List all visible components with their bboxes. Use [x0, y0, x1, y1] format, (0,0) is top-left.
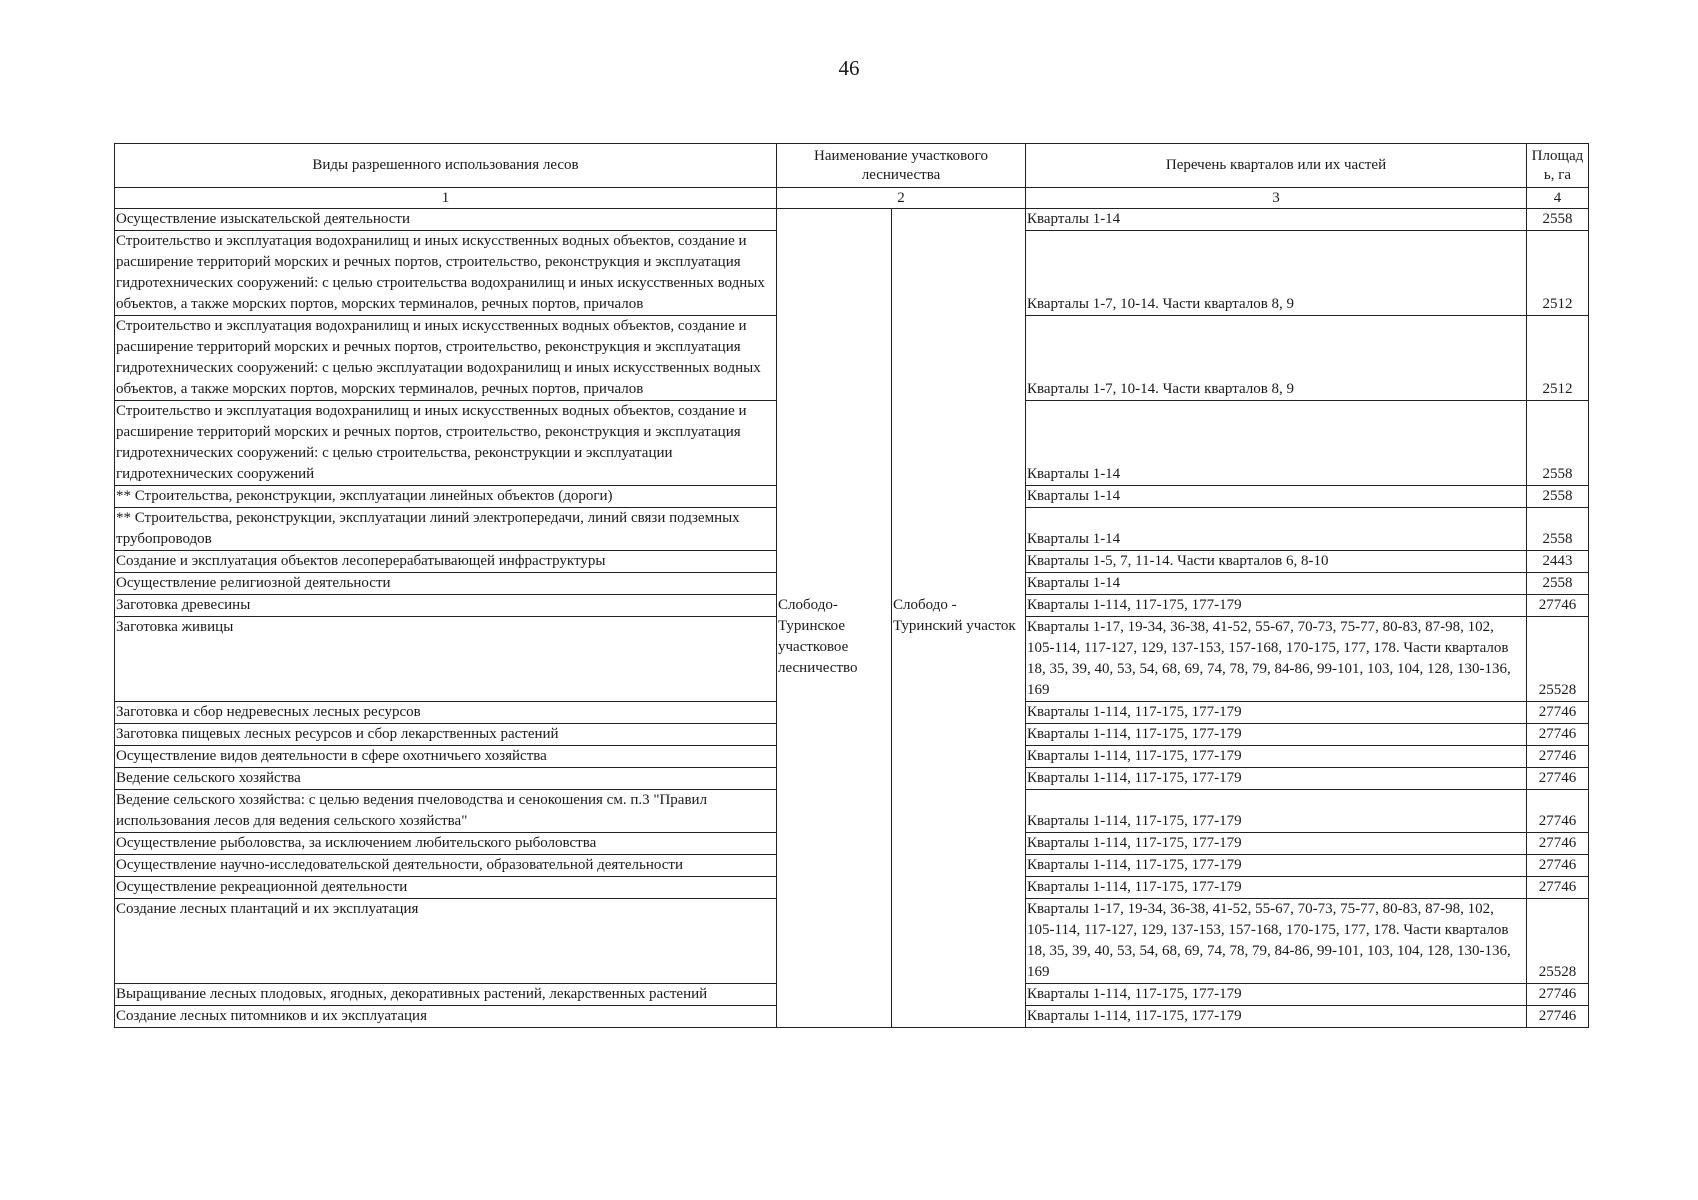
use-type-cell: ** Строительства, реконструкции, эксплуатации линейных объектов (дороги)	[115, 486, 777, 508]
use-type-cell: Создание лесных плантаций и их эксплуатация	[115, 899, 777, 984]
use-type-cell: Строительство и эксплуатация водохранилищ и иных искусственных водных объектов, создание и расширение территорий морских и речных портов, строительство, реконструкция и эксплуатация гидротехнических сооружений: с целью строительства водохранилищ и иных искусственных водных объектов, а также морских портов, морских терминалов, речных портов, причалов	[115, 231, 777, 316]
area-cell: 2512	[1527, 231, 1589, 316]
use-type-cell: Осуществление изыскательской деятельности	[115, 209, 777, 231]
area-cell: 2558	[1527, 573, 1589, 595]
column-number: 4	[1527, 188, 1589, 209]
use-type-cell: Осуществление научно-исследовательской деятельности, образовательной деятельности	[115, 855, 777, 877]
quarters-cell: Кварталы 1-7, 10-14. Части кварталов 8, 9	[1026, 316, 1527, 401]
column-number: 3	[1026, 188, 1527, 209]
quarters-cell: Кварталы 1-114, 117-175, 177-179	[1026, 833, 1527, 855]
area-cell: 2558	[1527, 486, 1589, 508]
area-cell: 2558	[1527, 508, 1589, 551]
use-type-cell: Выращивание лесных плодовых, ягодных, декоративных растений, лекарственных растений	[115, 984, 777, 1006]
area-cell: 27746	[1527, 595, 1589, 617]
quarters-cell: Кварталы 1-114, 117-175, 177-179	[1026, 1006, 1527, 1028]
area-cell: 27746	[1527, 1006, 1589, 1028]
use-type-cell: Ведение сельского хозяйства	[115, 768, 777, 790]
area-cell: 2558	[1527, 401, 1589, 486]
area-cell: 27746	[1527, 746, 1589, 768]
quarters-cell: Кварталы 1-7, 10-14. Части кварталов 8, 9	[1026, 231, 1527, 316]
use-type-cell: Строительство и эксплуатация водохранилищ и иных искусственных водных объектов, создание и расширение территорий морских и речных портов, строительство, реконструкция и эксплуатация гидротехнических сооружений: с целью эксплуатации водохранилищ и иных искусственных водных объектов, а также морских портов, морских терминалов, речных портов, причалов	[115, 316, 777, 401]
use-type-cell: Создание и эксплуатация объектов лесоперерабатывающей инфраструктуры	[115, 551, 777, 573]
use-type-cell: Заготовка пищевых лесных ресурсов и сбор лекарственных растений	[115, 724, 777, 746]
use-type-cell: Строительство и эксплуатация водохранилищ и иных искусственных водных объектов, создание и расширение территорий морских и речных портов, строительство, реконструкция и эксплуатация гидротехнических сооружений: с целью строительства, реконструкции и эксплуатации гидротехнических сооружений	[115, 401, 777, 486]
area-cell: 27746	[1527, 790, 1589, 833]
use-type-cell: Осуществление рекреационной деятельности	[115, 877, 777, 899]
header-area: Площад ь, га	[1527, 144, 1589, 188]
use-type-cell: Осуществление видов деятельности в сфере охотничьего хозяйства	[115, 746, 777, 768]
header-use-types: Виды разрешенного использования лесов	[115, 144, 777, 188]
quarters-cell: Кварталы 1-114, 117-175, 177-179	[1026, 595, 1527, 617]
header-forestry-name: Наименование участкового лесничества	[777, 144, 1026, 188]
quarters-cell: Кварталы 1-17, 19-34, 36-38, 41-52, 55-67, 70-73, 75-77, 80-83, 87-98, 102, 105-114, 117-127, 129, 137-153, 157-168, 170-175, 177, 178. Части кварталов 18, 35, 39, 40, 53, 54, 68, 69, 74, 78, 79, 84-86, 99-101, 103, 104, 128, 130-136, 169	[1026, 617, 1527, 702]
column-number-row	[115, 188, 1589, 209]
quarters-cell: Кварталы 1-114, 117-175, 177-179	[1026, 984, 1527, 1006]
area-cell: 2558	[1527, 209, 1589, 231]
use-type-cell: Заготовка живицы	[115, 617, 777, 702]
use-type-cell: Заготовка и сбор недревесных лесных ресурсов	[115, 702, 777, 724]
area-cell: 25528	[1527, 617, 1589, 702]
column-number: 1	[115, 188, 777, 209]
forest-use-table	[114, 143, 1589, 1028]
use-type-cell: Осуществление религиозной деятельности	[115, 573, 777, 595]
quarters-cell: Кварталы 1-14	[1026, 401, 1527, 486]
header-row	[115, 144, 1589, 188]
area-cell: 27746	[1527, 855, 1589, 877]
use-type-cell: Создание лесных питомников и их эксплуатация	[115, 1006, 777, 1028]
quarters-cell: Кварталы 1-114, 117-175, 177-179	[1026, 746, 1527, 768]
forestry-section-blank	[892, 209, 1026, 595]
quarters-cell: Кварталы 1-14	[1026, 486, 1527, 508]
header-quarters: Перечень кварталов или их частей	[1026, 144, 1527, 188]
area-cell: 27746	[1527, 984, 1589, 1006]
page-number: 46	[838, 56, 860, 80]
area-cell: 27746	[1527, 768, 1589, 790]
use-type-cell: Осуществление рыболовства, за исключением любительского рыболовства	[115, 833, 777, 855]
quarters-cell: Кварталы 1-114, 117-175, 177-179	[1026, 768, 1527, 790]
table-row	[115, 595, 1589, 617]
area-cell: 2443	[1527, 551, 1589, 573]
quarters-cell: Кварталы 1-14	[1026, 209, 1527, 231]
column-number: 2	[777, 188, 1026, 209]
quarters-cell: Кварталы 1-114, 117-175, 177-179	[1026, 790, 1527, 833]
table-row	[115, 209, 1589, 231]
quarters-cell: Кварталы 1-114, 117-175, 177-179	[1026, 877, 1527, 899]
area-cell: 27746	[1527, 724, 1589, 746]
forestry-district-cell: Слободо-Туринское участковое лесничество	[777, 595, 892, 1028]
use-type-cell: ** Строительства, реконструкции, эксплуатации линий электропередачи, линий связи подземных трубопроводов	[115, 508, 777, 551]
use-type-cell: Ведение сельского хозяйства: с целью ведения пчеловодства и сенокошения см. п.3 "Правил использования лесов для ведения сельского хозяйства"	[115, 790, 777, 833]
area-cell: 27746	[1527, 833, 1589, 855]
quarters-cell: Кварталы 1-114, 117-175, 177-179	[1026, 855, 1527, 877]
area-cell: 25528	[1527, 899, 1589, 984]
forestry-district-blank	[777, 209, 892, 595]
forestry-section-cell: Слободо - Туринский участок	[892, 595, 1026, 1028]
quarters-cell: Кварталы 1-14	[1026, 508, 1527, 551]
use-type-cell: Заготовка древесины	[115, 595, 777, 617]
area-cell: 27746	[1527, 877, 1589, 899]
quarters-cell: Кварталы 1-14	[1026, 573, 1527, 595]
area-cell: 27746	[1527, 702, 1589, 724]
quarters-cell: Кварталы 1-5, 7, 11-14. Части кварталов 6, 8-10	[1026, 551, 1527, 573]
area-cell: 2512	[1527, 316, 1589, 401]
quarters-cell: Кварталы 1-17, 19-34, 36-38, 41-52, 55-67, 70-73, 75-77, 80-83, 87-98, 102, 105-114, 117-127, 129, 137-153, 157-168, 170-175, 177, 178. Части кварталов 18, 35, 39, 40, 53, 54, 68, 69, 74, 78, 79, 84-86, 99-101, 103, 104, 128, 130-136, 169	[1026, 899, 1527, 984]
quarters-cell: Кварталы 1-114, 117-175, 177-179	[1026, 724, 1527, 746]
quarters-cell: Кварталы 1-114, 117-175, 177-179	[1026, 702, 1527, 724]
